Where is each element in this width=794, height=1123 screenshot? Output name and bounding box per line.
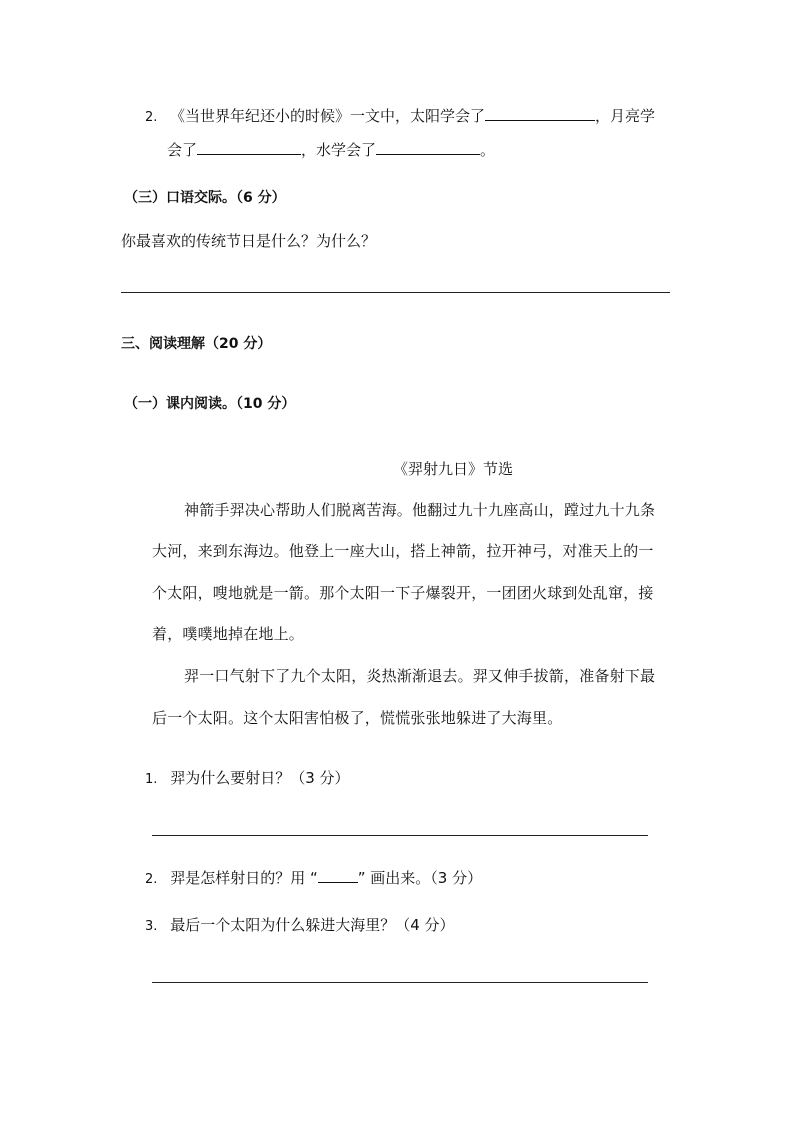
q2-line1-prefix: 《当世界年纪还小的时候》一文中，太阳学会了	[170, 107, 486, 125]
oral-question: 你最喜欢的传统节日是什么？为什么？	[121, 232, 377, 250]
passage-line: 着，噗噗地掉在地上。	[152, 625, 305, 643]
q2-line2-prefix: 会了	[167, 141, 198, 159]
q2-number	[145, 106, 157, 128]
question-1-answer-line[interactable]	[152, 835, 648, 836]
passage-title: 《羿射九日》节选	[393, 460, 514, 478]
question-2	[145, 868, 482, 890]
question-2-text-suffix: ” 画出来。（3 分）	[357, 869, 483, 887]
oral-answer-line[interactable]	[121, 292, 670, 293]
q2-line2-end: 。	[480, 141, 496, 159]
section1-heading: （一）课内阅读。（10 分）	[124, 396, 296, 412]
part3-heading: 三、阅读理解（20 分）	[121, 336, 272, 352]
question-3-number: 3.	[145, 919, 158, 934]
answer-blank-moon[interactable]	[197, 140, 301, 155]
question-3-text: 最后一个太阳为什么躲进大海里？（4 分）	[170, 916, 455, 934]
passage-line: 大河，来到东海边。他登上一座大山，搭上神箭，拉开神弓，对准天上的一	[152, 542, 654, 560]
passage-line: 个太阳，嗖地就是一箭。那个太阳一下子爆裂开，一团团火球到处乱窜，接	[152, 584, 654, 602]
q2-number-text: 2.	[145, 110, 158, 125]
question-3-answer-line[interactable]	[152, 982, 648, 983]
answer-blank-water[interactable]	[376, 140, 480, 155]
q2-line1-mid: ，月亮学	[595, 107, 656, 125]
q2-line2	[167, 140, 495, 160]
question-1-number: 1.	[145, 772, 158, 787]
passage-line: 后一个太阳。这个太阳害怕极了，慌慌张张地躲进了大海里。	[152, 709, 563, 727]
passage-line: 神箭手羿决心帮助人们脱离苦海。他翻过九十九座高山，蹚过九十九条	[184, 501, 656, 519]
question-1-text: 羿为什么要射日？（3 分）	[170, 769, 350, 787]
question-2-number: 2.	[145, 872, 158, 887]
question-3	[145, 915, 455, 937]
passage-line: 羿一口气射下了九个太阳，炎热渐渐退去。羿又伸手拔箭，准备射下最	[184, 667, 656, 685]
underline-sample	[318, 868, 358, 883]
q2-line2-mid: ，水学会了	[301, 141, 377, 159]
q2-line1	[170, 106, 655, 126]
answer-blank-sun[interactable]	[485, 106, 595, 121]
question-1	[145, 768, 350, 790]
question-2-text-prefix: 羿是怎样射日的？用 “	[170, 869, 318, 887]
oral-heading: （三）口语交际。（6 分）	[124, 190, 286, 206]
